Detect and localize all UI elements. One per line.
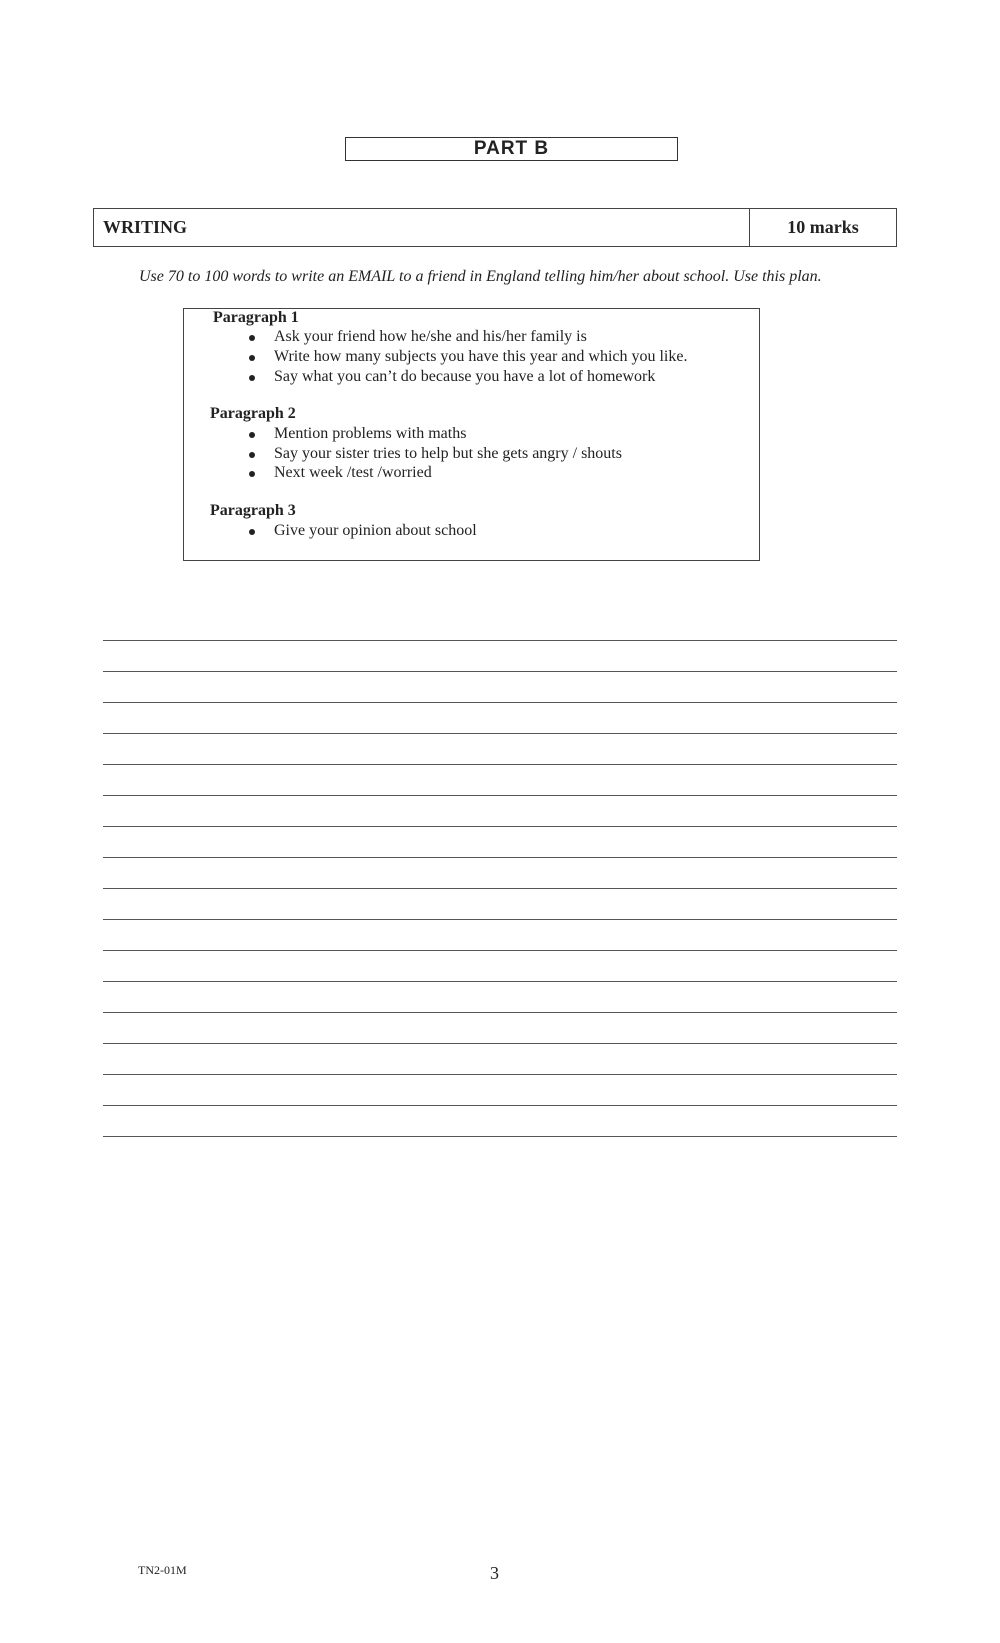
section-marks: 10 marks [749,209,896,246]
answer-line[interactable] [103,671,897,672]
section-title: WRITING [103,217,188,237]
answer-line[interactable] [103,981,897,982]
plan-bullet-text: Write how many subjects you have this year and which you like. [274,348,688,365]
part-label: PART B [345,137,678,161]
answer-line[interactable] [103,950,897,951]
plan-bullet-text: Mention problems with maths [274,425,467,442]
plan-bullet-text: Say what you can’t do because you have a lot of homework [274,368,656,385]
instruction-text: Use 70 to 100 words to write an EMAIL to a friend in England telling him/her about school. Use this plan. [139,268,822,285]
answer-line[interactable] [103,733,897,734]
answer-line[interactable] [103,1074,897,1075]
bullet-icon [249,355,255,361]
plan-bullet-item [274,328,587,346]
bullet-icon [249,452,255,458]
paragraph-2-heading: Paragraph 2 [210,405,296,422]
writing-plan-box [183,308,760,561]
paragraph-1-heading: Paragraph 1 [213,309,299,326]
plan-bullet-text: Say your sister tries to help but she gets angry / shouts [274,445,622,462]
answer-line[interactable] [103,919,897,920]
plan-bullet-item [274,425,466,443]
answer-line[interactable] [103,888,897,889]
plan-bullet-item [274,348,687,366]
bullet-icon [249,375,255,381]
plan-bullet-item [274,368,655,386]
plan-bullet-text: Next week /test /worried [274,464,432,481]
answer-line[interactable] [103,1012,897,1013]
plan-bullet-text: Ask your friend how he/she and his/her family is [274,328,587,345]
bullet-icon [249,471,255,477]
bullet-icon [249,432,255,438]
plan-bullet-text: Give your opinion about school [274,522,477,539]
plan-bullet-item [274,445,622,463]
answer-line[interactable] [103,702,897,703]
paragraph-3-heading: Paragraph 3 [210,502,296,519]
answer-line[interactable] [103,764,897,765]
answer-line[interactable] [103,1105,897,1106]
answer-line[interactable] [103,1136,897,1137]
answer-line[interactable] [103,857,897,858]
page-number: 3 [490,1563,499,1583]
footer-code: TN2-01M [138,1563,187,1577]
bullet-icon [249,529,255,535]
answer-line[interactable] [103,826,897,827]
section-header [93,208,897,247]
answer-line[interactable] [103,1043,897,1044]
plan-bullet-item [274,522,477,540]
answer-line[interactable] [103,795,897,796]
answer-line[interactable] [103,640,897,641]
bullet-icon [249,335,255,341]
plan-bullet-item [274,464,432,482]
